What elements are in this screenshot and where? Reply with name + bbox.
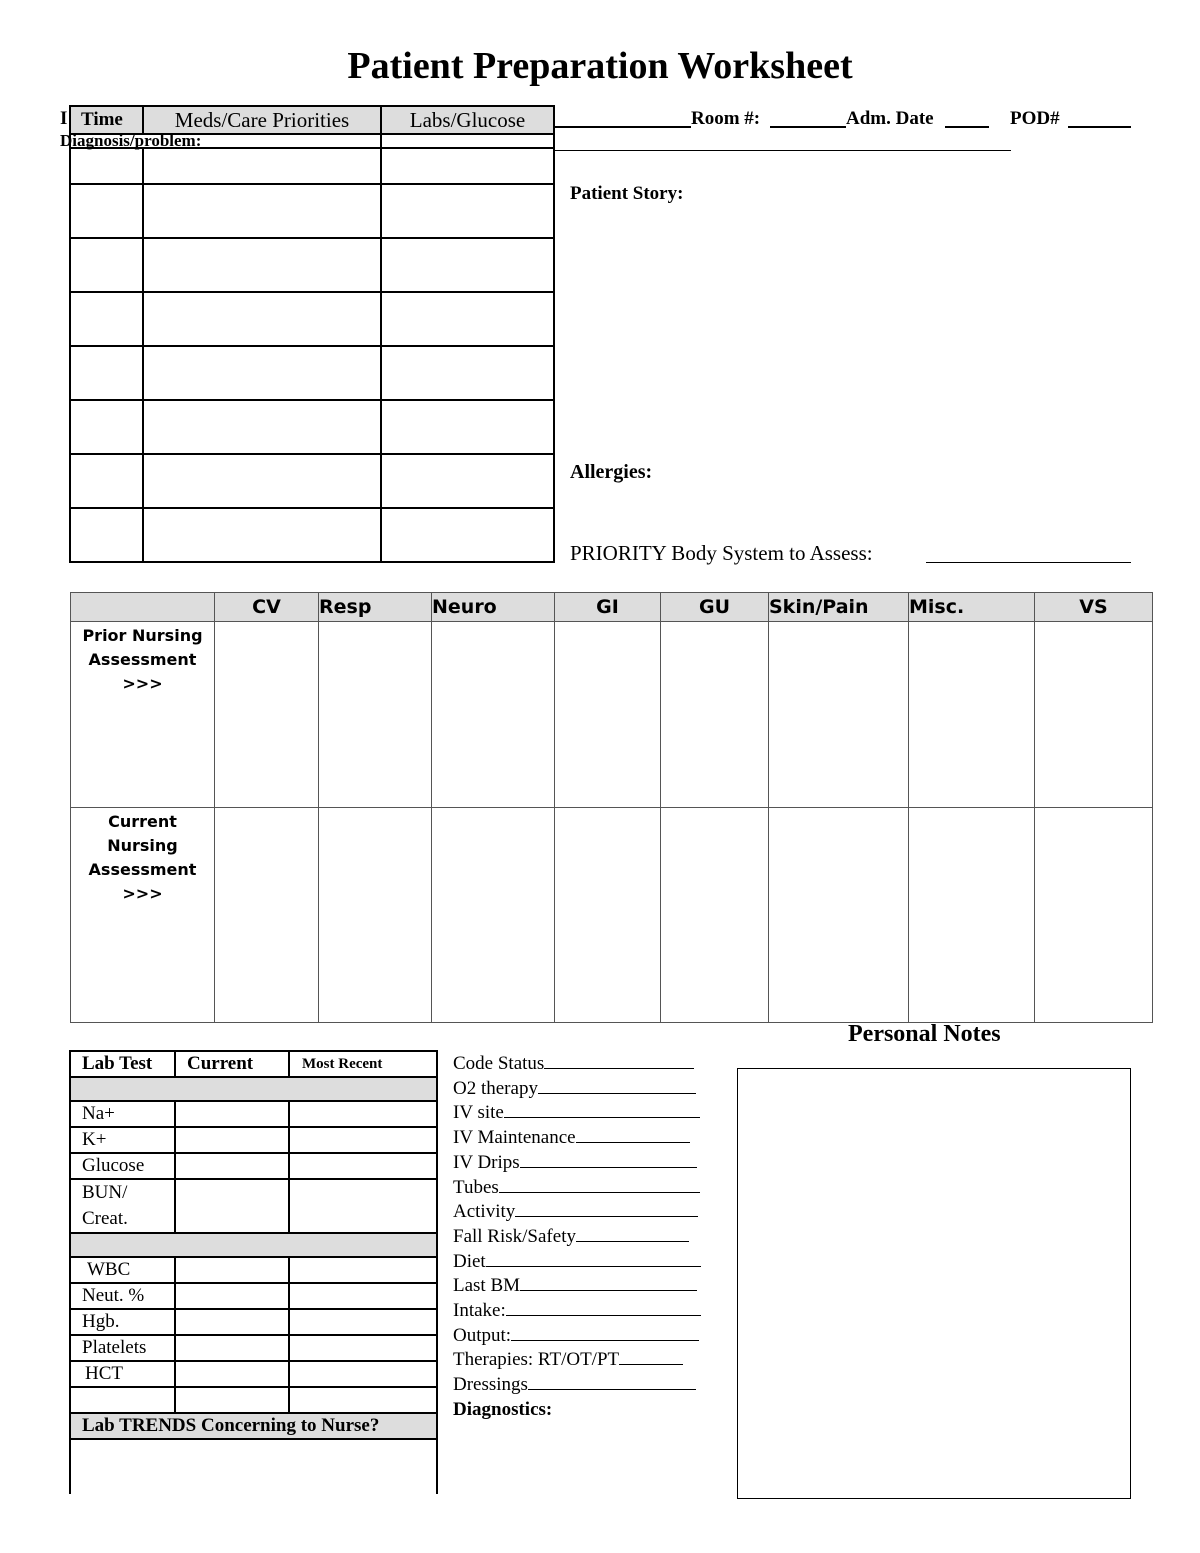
assessment-cell[interactable] (1035, 622, 1153, 808)
lab-cell[interactable] (175, 1283, 289, 1309)
checklist-item (453, 1077, 701, 1102)
checklist-line[interactable] (511, 1324, 699, 1341)
lab-test-name: HCT (70, 1361, 175, 1387)
checklist-label: Last BM (453, 1275, 521, 1297)
table-cell[interactable] (143, 400, 381, 454)
most-recent-header: Most Recent (289, 1051, 437, 1077)
table-cell[interactable] (70, 292, 143, 346)
resp-header: Resp (319, 593, 432, 622)
table-cell[interactable] (70, 184, 143, 238)
lab-cell[interactable] (289, 1283, 437, 1309)
checklist-line[interactable] (544, 1052, 694, 1069)
checklist-item (453, 1348, 701, 1373)
checklist-label: Code Status (453, 1053, 545, 1074)
room-field-line[interactable] (770, 126, 846, 128)
assessment-cell[interactable] (215, 808, 319, 1023)
table-cell[interactable] (381, 148, 554, 184)
checklist-item (453, 1200, 701, 1225)
checklist-item (453, 1373, 701, 1398)
table-cell[interactable] (143, 184, 381, 238)
checklist-item (453, 1126, 701, 1151)
diagnosis-cell[interactable] (60, 131, 381, 150)
assessment-cell[interactable] (319, 622, 432, 808)
lab-cell[interactable] (289, 1257, 437, 1283)
checklist-line[interactable] (576, 1126, 690, 1143)
checklist-line[interactable] (520, 1274, 697, 1291)
checklist-line[interactable] (515, 1200, 698, 1217)
lab-test-name: Glucose (70, 1153, 175, 1179)
lab-test-name: Hgb. (70, 1309, 175, 1335)
table-cell[interactable] (381, 400, 554, 454)
table-cell[interactable] (70, 346, 143, 400)
checklist-label: IV Maintenance (453, 1127, 576, 1149)
checklist-label: Output: (453, 1324, 512, 1346)
checklist-label: Intake: (453, 1300, 506, 1322)
lab-test-header: Lab Test (70, 1051, 175, 1077)
checklist-item (453, 1324, 701, 1349)
diagnosis-underline (238, 147, 372, 148)
meds-header: Meds/Care Priorities (143, 106, 381, 134)
table-cell[interactable] (70, 508, 143, 562)
table-cell[interactable] (381, 134, 554, 148)
checklist-line[interactable] (506, 1299, 701, 1316)
current-header: Current (175, 1051, 289, 1077)
table-cell[interactable] (381, 292, 554, 346)
checklist-item (453, 1052, 701, 1077)
assessment-cell[interactable] (909, 622, 1035, 808)
lab-cell[interactable] (175, 1257, 289, 1283)
checklist-line[interactable] (520, 1151, 697, 1168)
prior-assessment-label (71, 622, 215, 808)
table-cell[interactable] (381, 238, 554, 292)
initials-stub: I (60, 108, 68, 129)
row-label-line: Assessment (88, 650, 197, 669)
lab-cell[interactable] (175, 1387, 289, 1413)
checklist-line[interactable] (486, 1250, 701, 1267)
row-label-line: >>> (122, 674, 163, 693)
lab-cell[interactable] (289, 1309, 437, 1335)
lab-cell[interactable] (175, 1361, 289, 1387)
checklist-label: Fall Risk/Safety (453, 1225, 576, 1247)
checklist-item (453, 1274, 701, 1299)
checklist-line[interactable] (528, 1373, 696, 1390)
personal-notes-title: Personal Notes (848, 1021, 1001, 1047)
table-cell[interactable] (381, 346, 554, 400)
lab-test-name: Platelets (70, 1335, 175, 1361)
lab-section-divider (70, 1233, 437, 1257)
lab-cell[interactable] (289, 1335, 437, 1361)
assessment-cell[interactable] (769, 622, 909, 808)
checklist-item (453, 1101, 701, 1126)
assessment-cell[interactable] (661, 622, 769, 808)
lab-test-name (70, 1179, 175, 1233)
assessment-table (70, 592, 1153, 1023)
row-label-line: Assessment (88, 860, 197, 879)
table-cell[interactable] (381, 454, 554, 508)
lab-cell[interactable] (70, 1387, 175, 1413)
lab-trends-field[interactable] (70, 1439, 437, 1494)
assessment-cell[interactable] (319, 808, 432, 1023)
name-field-line[interactable] (553, 126, 691, 128)
neuro-header: Neuro (432, 593, 555, 622)
personal-notes-box[interactable] (737, 1068, 1131, 1499)
patient-story-label: Patient Story: (570, 183, 684, 204)
lab-section-divider (70, 1077, 437, 1101)
priority-label: PRIORITY Body System to Assess: (570, 541, 873, 565)
checklist-line[interactable] (538, 1077, 696, 1094)
time-header: Time (70, 106, 143, 134)
checklist-label: IV site (453, 1102, 504, 1124)
table-cell[interactable] (70, 454, 143, 508)
row-label-line: Prior Nursing (82, 626, 203, 645)
checklist-label: Dressings (453, 1374, 528, 1396)
checklist-label: Activity (453, 1201, 516, 1223)
checklist-label: Therapies: RT/OT/PT (453, 1349, 620, 1371)
creat-label: Creat. (82, 1208, 128, 1229)
corner-header (71, 593, 215, 622)
lab-cell[interactable] (289, 1387, 437, 1413)
pod-label: POD# (1010, 108, 1060, 129)
pod-field-line[interactable] (1068, 126, 1131, 128)
checklist-item (453, 1176, 701, 1201)
meds-care-table (60, 105, 555, 563)
row-label-line: >>> (122, 884, 163, 903)
lab-cell[interactable] (289, 1101, 437, 1127)
skin-pain-header: Skin/Pain (769, 593, 909, 622)
labs-glucose-header: Labs/Glucose (381, 106, 554, 134)
gu-header: GU (661, 593, 769, 622)
adm-date-field-line[interactable] (945, 126, 989, 128)
checklist-item (453, 1299, 701, 1324)
table-cell[interactable] (143, 508, 381, 562)
assessment-cell[interactable] (215, 622, 319, 808)
assessment-cell[interactable] (555, 808, 661, 1023)
lab-cell[interactable] (175, 1101, 289, 1127)
room-label: Room #: (691, 108, 761, 129)
checklist-label: O2 therapy (453, 1077, 538, 1099)
table-cell[interactable] (70, 238, 143, 292)
diagnosis-field-line[interactable] (553, 150, 1011, 151)
checklist-label: Tubes (453, 1176, 499, 1198)
checklist-item (453, 1250, 701, 1275)
checklist-line[interactable] (499, 1176, 700, 1193)
assessment-cell[interactable] (909, 808, 1035, 1023)
table-cell[interactable] (143, 292, 381, 346)
table-cell[interactable] (143, 148, 381, 184)
table-cell[interactable] (143, 454, 381, 508)
checklist-line[interactable] (619, 1348, 683, 1365)
table-cell[interactable] (143, 238, 381, 292)
table-cell[interactable] (70, 400, 143, 454)
checklist-item (453, 1225, 701, 1250)
allergies-label: Allergies: (570, 461, 653, 483)
lab-cell[interactable] (175, 1127, 289, 1153)
table-cell[interactable] (70, 148, 143, 184)
adm-date-label: Adm. Date (846, 108, 934, 129)
vs-header: VS (1035, 593, 1153, 622)
row-label-line: Current Nursing (107, 812, 178, 855)
lab-cell[interactable] (289, 1153, 437, 1179)
table-cell[interactable] (381, 508, 554, 562)
table-cell[interactable] (381, 184, 554, 238)
lab-trends-label: Lab TRENDS Concerning to Nurse? (70, 1413, 437, 1439)
diagnostics-label: Diagnostics: (453, 1398, 553, 1420)
bun-label: BUN/ (82, 1182, 128, 1203)
lab-test-name: Na+ (70, 1101, 175, 1127)
assessment-cell[interactable] (432, 808, 555, 1023)
diagnosis-label: Diagnosis/problem: (60, 131, 202, 150)
lab-cell[interactable] (175, 1153, 289, 1179)
lab-cell[interactable] (289, 1361, 437, 1387)
lab-cell[interactable] (175, 1179, 289, 1233)
checklist-label: Diet (453, 1250, 486, 1272)
assessment-cell[interactable] (1035, 808, 1153, 1023)
lab-cell[interactable] (289, 1179, 437, 1233)
priority-field-line[interactable] (926, 562, 1131, 563)
lab-cell[interactable] (175, 1335, 289, 1361)
misc-header: Misc. (909, 593, 1035, 622)
checklist-line[interactable] (576, 1225, 689, 1242)
lab-cell[interactable] (289, 1127, 437, 1153)
checklist-label: IV Drips (453, 1151, 520, 1173)
assessment-cell[interactable] (661, 808, 769, 1023)
lab-test-name: Neut. % (70, 1283, 175, 1309)
lab-test-name: K+ (70, 1127, 175, 1153)
assessment-cell[interactable] (555, 622, 661, 808)
page-title: Patient Preparation Worksheet (347, 45, 853, 87)
cv-header: CV (215, 593, 319, 622)
lab-test-name: WBC (70, 1257, 175, 1283)
checklist-line[interactable] (504, 1101, 700, 1118)
lab-table (69, 1050, 438, 1494)
current-assessment-label (71, 808, 215, 1023)
checklist-item (453, 1151, 701, 1176)
assessment-cell[interactable] (769, 808, 909, 1023)
assessment-cell[interactable] (432, 622, 555, 808)
care-checklist (453, 1052, 701, 1423)
gi-header: GI (555, 593, 661, 622)
table-cell[interactable] (143, 346, 381, 400)
lab-cell[interactable] (175, 1309, 289, 1335)
